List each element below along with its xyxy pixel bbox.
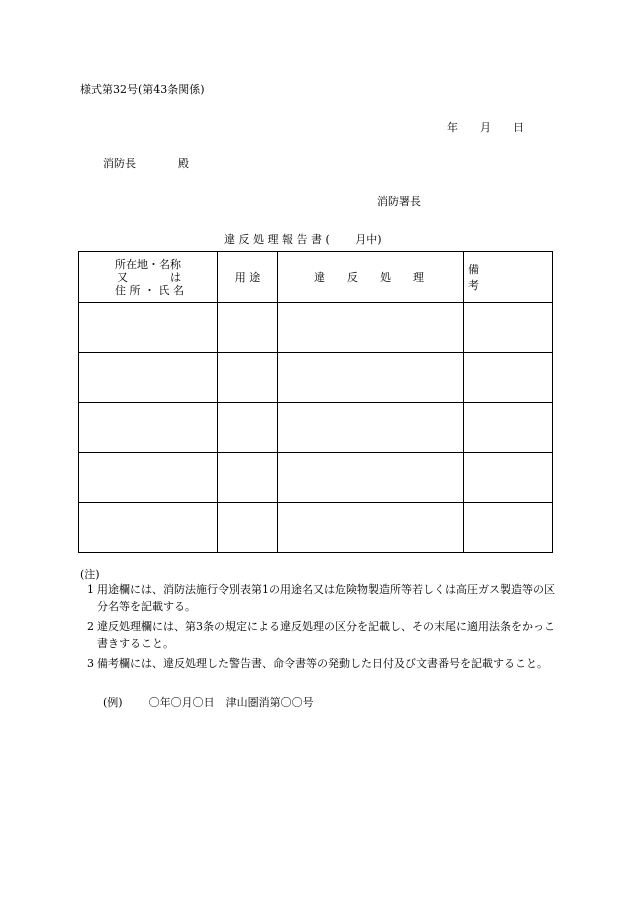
date-line — [447, 119, 524, 135]
table-cell — [79, 303, 218, 353]
table-cell — [278, 303, 464, 353]
header-use: 用 途 — [218, 252, 278, 303]
table-cell — [278, 503, 464, 553]
table-row — [79, 303, 553, 353]
table-row — [79, 453, 553, 503]
header-remarks — [464, 252, 553, 303]
addressee-name: 消防長 — [103, 157, 136, 170]
addressee-honorific: 殿 — [178, 157, 189, 170]
report-table — [78, 251, 553, 553]
note-number: 2 — [87, 620, 94, 633]
table-cell — [278, 353, 464, 403]
date-month: 月 — [480, 121, 491, 134]
table-cell — [218, 353, 278, 403]
example-label: (例) — [103, 696, 123, 709]
header-remarks-a: 備 — [468, 263, 479, 276]
table-row — [79, 503, 553, 553]
header-location-line3: 住 所 ・ 氏 名 — [115, 283, 184, 297]
addressee — [103, 155, 189, 171]
header-location-line2 — [79, 271, 217, 284]
note-number: 3 — [87, 657, 94, 670]
table-cell — [464, 303, 553, 353]
note-item — [87, 655, 555, 672]
table-cell — [218, 303, 278, 353]
document-title: 違 反 処 理 報 告 書 ( 月中) — [224, 233, 382, 246]
note-item — [87, 618, 555, 652]
note-text: 備考欄には、違反処理した警告書、命令書等の発動した日付及び文書番号を記載すること。 — [97, 657, 548, 670]
form-number: 様式第32号(第43条関係) — [80, 83, 205, 96]
note-item — [87, 581, 555, 615]
notes-heading: (注) — [80, 568, 100, 581]
note-number: 1 — [87, 583, 94, 596]
note-example — [103, 694, 314, 710]
date-year: 年 — [447, 121, 458, 134]
header-location-line1: 所在地・名称 — [115, 257, 181, 271]
table-cell — [218, 503, 278, 553]
table-cell — [218, 403, 278, 453]
table-cell — [278, 453, 464, 503]
table-cell — [79, 403, 218, 453]
table-row — [79, 353, 553, 403]
table-cell — [464, 503, 553, 553]
table-row — [79, 403, 553, 453]
header-location — [79, 252, 218, 303]
table-header-row — [79, 252, 553, 303]
note-text: 用途欄には、消防法施行令別表第1の用途名又は危険物製造所等若しくは高圧ガス製造等の区分名等を記載する。 — [97, 583, 555, 613]
header-remarks-b: 考 — [468, 279, 479, 292]
header-location-line2-b: は — [170, 270, 181, 284]
table-cell — [464, 353, 553, 403]
header-location-line2-a: 又 — [117, 270, 128, 284]
table-cell — [79, 503, 218, 553]
table-cell — [79, 353, 218, 403]
table-cell — [79, 453, 218, 503]
date-day: 日 — [513, 121, 524, 134]
issuer: 消防署長 — [377, 195, 421, 208]
table-cell — [464, 403, 553, 453]
table-cell — [464, 453, 553, 503]
header-violation: 違 反 処 理 — [278, 252, 464, 303]
note-text: 違反処理欄には、第3条の規定による違反処理の区分を記載し、その末尾に適用法条をかっこ書きすること。 — [97, 620, 555, 650]
example-text: 〇年〇月〇日 津山圏消第〇〇号 — [148, 696, 314, 709]
table-cell — [218, 453, 278, 503]
table-cell — [278, 403, 464, 453]
